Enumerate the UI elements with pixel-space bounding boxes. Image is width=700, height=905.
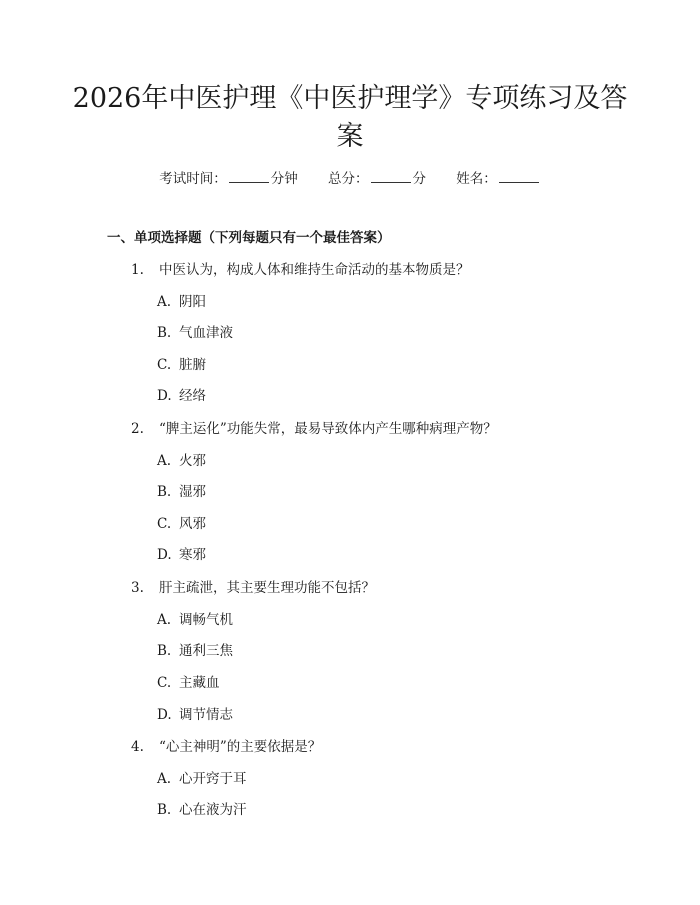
name-label: 姓名：	[456, 171, 497, 187]
option-letter: A.	[157, 771, 172, 787]
question-1-option-d	[157, 386, 206, 406]
option-letter: B.	[157, 643, 172, 659]
total-score-blank	[371, 168, 411, 183]
option-text: 经络	[179, 388, 206, 404]
option-letter: D.	[157, 707, 172, 723]
question-2-option-c	[157, 514, 206, 534]
option-letter: C.	[157, 675, 172, 691]
question-1-option-c	[157, 355, 206, 375]
option-letter: C.	[157, 516, 172, 532]
option-text: 心开窍于耳	[179, 771, 247, 787]
question-3-option-b	[157, 641, 233, 661]
total-score-label: 总分：	[328, 171, 369, 187]
exam-time-label: 考试时间：	[159, 171, 227, 187]
question-1-option-a	[157, 292, 206, 312]
question-4-option-a	[157, 769, 247, 789]
question-number: 4.	[131, 739, 144, 755]
question-3-option-c	[157, 673, 220, 693]
question-2	[131, 419, 497, 439]
name-field	[456, 168, 541, 189]
option-letter: D.	[157, 388, 172, 404]
exam-time-unit: 分钟	[270, 171, 298, 187]
option-text: 风邪	[179, 516, 206, 532]
question-3	[131, 578, 375, 598]
option-text: 调节情志	[179, 707, 233, 723]
question-4	[131, 737, 321, 757]
option-letter: B.	[157, 802, 172, 818]
total-score-unit: 分	[412, 171, 426, 187]
option-text: 气血津液	[179, 325, 233, 341]
question-number: 1.	[131, 262, 144, 278]
question-2-option-a	[157, 451, 206, 471]
option-letter: B.	[157, 325, 172, 341]
question-text: 肝主疏泄，其主要生理功能不包括？	[159, 580, 375, 596]
exam-meta-line	[0, 168, 700, 189]
document-title: 2026年中医护理《中医护理学》专项练习及答案	[72, 83, 628, 152]
question-number: 3.	[131, 580, 144, 596]
question-3-option-d	[157, 705, 233, 725]
option-text: 湿邪	[179, 484, 206, 500]
question-text: “脾主运化”功能失常，最易导致体内产生哪种病理产物？	[159, 421, 497, 437]
option-text: 主藏血	[179, 675, 220, 691]
question-4-option-b	[157, 800, 247, 820]
section-heading: 一、单项选择题（下列每题只有一个最佳答案）	[107, 230, 391, 246]
exam-time-blank	[229, 168, 269, 183]
name-blank	[499, 168, 539, 183]
option-letter: B.	[157, 484, 172, 500]
option-text: 阴阳	[179, 294, 206, 310]
option-letter: D.	[157, 547, 172, 563]
option-text: 心在液为汗	[179, 802, 247, 818]
exam-time-field	[159, 168, 298, 189]
option-letter: A.	[157, 294, 172, 310]
option-letter: A.	[157, 453, 172, 469]
question-1	[131, 260, 470, 280]
option-letter: A.	[157, 612, 172, 628]
option-text: 火邪	[179, 453, 206, 469]
option-letter: C.	[157, 357, 172, 373]
question-number: 2.	[131, 421, 144, 437]
question-text: “心主神明”的主要依据是？	[159, 739, 322, 755]
question-2-option-b	[157, 482, 206, 502]
question-1-option-b	[157, 323, 233, 343]
option-text: 通利三焦	[179, 643, 233, 659]
option-text: 调畅气机	[179, 612, 233, 628]
option-text: 脏腑	[179, 357, 206, 373]
option-text: 寒邪	[179, 547, 206, 563]
question-3-option-a	[157, 610, 233, 630]
question-2-option-d	[157, 545, 206, 565]
question-text: 中医认为，构成人体和维持生命活动的基本物质是？	[159, 262, 470, 278]
total-score-field	[328, 168, 426, 189]
